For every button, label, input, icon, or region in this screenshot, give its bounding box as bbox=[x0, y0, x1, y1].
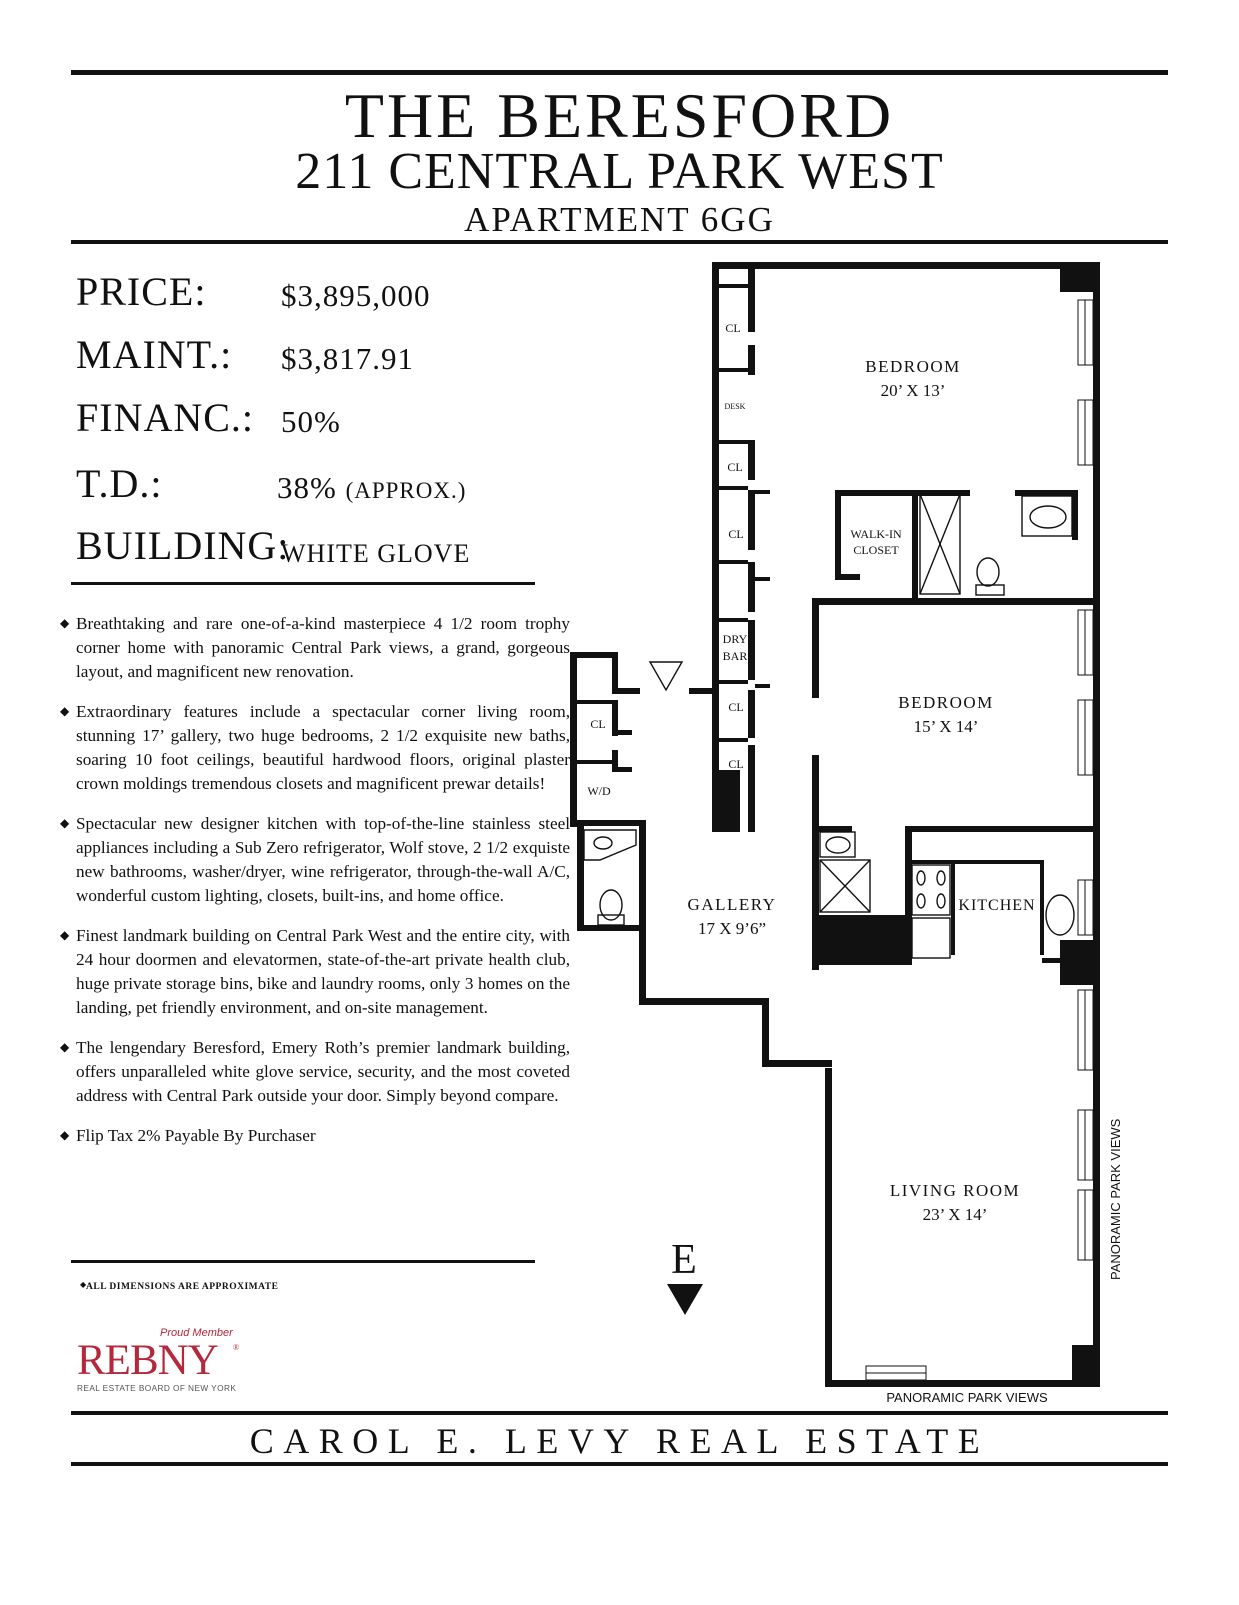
bedroom1-size: 20’ X 13’ bbox=[880, 381, 946, 400]
feature-item: ◆ The lengendary Beresford, Emery Roth’s premier landmark building, offers unparalleled white glove service, security, and the most coveted address with Central Park outside your door. Simply beyond compare. bbox=[58, 1036, 570, 1108]
feature-item: ◆ Spectacular new designer kitchen with top-of-the-line stainless steel appliances including a Sub Zero refrigerator, Wolf stove, 2 1/2 exquiste new bathrooms, washer/dryer, wine refrigerator, through-the-wall A/C, wonderful custom lighting, closets, built-ins, and home office. bbox=[58, 812, 570, 908]
feature-item: ◆ Breathtaking and rare one-of-a-kind masterpiece 4 1/2 room trophy corner home with panoramic Central Park views, a grand, gorgeous layout, and magnificent new renovation. bbox=[58, 612, 570, 684]
gallery-label: GALLERY bbox=[687, 895, 777, 914]
td-note: (APPROX.) bbox=[345, 478, 467, 503]
closet-label: CL bbox=[725, 321, 741, 335]
maint-value: $3,817.91 bbox=[281, 341, 414, 376]
building-title: THE BERESFORD bbox=[344, 80, 895, 151]
logo-name: REBNY bbox=[77, 1337, 218, 1384]
td-label: T.D.: bbox=[76, 461, 163, 506]
building-address: 211 CENTRAL PARK WEST bbox=[295, 143, 944, 200]
diamond-bullet-icon: ◆ bbox=[60, 616, 70, 630]
building-value: WHITE GLOVE bbox=[281, 539, 471, 568]
walkin-label-1: WALK-IN bbox=[850, 527, 902, 541]
footer-rule-top bbox=[71, 1411, 1168, 1415]
views-label-bottom: PANORAMIC PARK VIEWS bbox=[886, 1390, 1048, 1405]
sink-icon-2 bbox=[584, 830, 636, 860]
washer-dryer-label: W/D bbox=[587, 784, 611, 798]
fixtures bbox=[584, 494, 1074, 958]
dry-bar-label-2: BAR bbox=[722, 649, 748, 663]
feature-item: ◆ Finest landmark building on Central Park West and the entire city, with 24 hour doormen and elevatormen, state-of-the-art private health club, huge private storage bins, bike and laundry rooms, only 3 homes on the landing, pet friendly environment, and on-site management. bbox=[58, 924, 570, 1020]
closet-label: CL bbox=[727, 460, 743, 474]
price-value: $3,895,000 bbox=[281, 278, 431, 313]
toilet-icon bbox=[977, 558, 999, 586]
closet-labels bbox=[587, 321, 747, 798]
bedroom1-label: BEDROOM bbox=[865, 357, 961, 376]
closet-label: CL bbox=[728, 527, 744, 541]
living-room-label: LIVING ROOM bbox=[889, 1181, 1021, 1200]
diamond-bullet-icon: ◆ bbox=[60, 816, 70, 830]
feature-item: ◆ Extraordinary features include a spectacular corner living room, stunning 17’ gallery, two huge bedrooms, 2 1/2 exquisite new baths, soaring 10 foot ceilings, beautiful hardwood floors, original plaster crown moldings tremendous closets and magnificent prewar details! bbox=[58, 700, 570, 796]
compass-arrow-icon bbox=[667, 1284, 703, 1315]
diamond-bullet-icon: ◆ bbox=[60, 704, 70, 718]
diamond-bullet-icon: ◆ bbox=[60, 928, 70, 942]
financ-label: FINANC.: bbox=[76, 395, 255, 440]
gallery-size: 17 X 9’6” bbox=[698, 919, 766, 938]
bedroom2-label: BEDROOM bbox=[898, 693, 994, 712]
apartment-number: APARTMENT 6GG bbox=[464, 200, 775, 239]
compass-letter: E bbox=[671, 1237, 697, 1283]
company-name: CAROL E. LEVY REAL ESTATE bbox=[249, 1421, 990, 1461]
walls bbox=[570, 262, 1100, 1387]
logo-registered: ® bbox=[233, 1343, 240, 1352]
dimensions-note: ◆ ALL DIMENSIONS ARE APPROXIMATE bbox=[80, 1280, 279, 1292]
footer-rule-bottom bbox=[71, 1462, 1168, 1466]
kitchen-sink-icon bbox=[1046, 895, 1074, 935]
maint-label: MAINT.: bbox=[76, 332, 233, 377]
price-label: PRICE: bbox=[76, 269, 207, 314]
dry-bar-label-1: DRY bbox=[722, 632, 748, 646]
building-label: BUILDING: bbox=[76, 523, 290, 568]
td-percent: 38% bbox=[277, 470, 337, 505]
views-label-right: PANORAMIC PARK VIEWS bbox=[1108, 1118, 1123, 1280]
kitchen-label: KITCHEN bbox=[958, 897, 1036, 914]
logo-proud-member: Proud Member bbox=[160, 1327, 233, 1339]
closet-label: CL bbox=[728, 757, 744, 771]
walkin-label-2: CLOSET bbox=[853, 543, 899, 557]
diamond-bullet-icon: ◆ bbox=[60, 1040, 70, 1054]
logo-tagline: REAL ESTATE BOARD OF NEW YORK bbox=[77, 1383, 237, 1393]
financ-value: 50% bbox=[281, 404, 341, 439]
desk-label: DESK bbox=[724, 402, 746, 411]
entry-triangle-icon bbox=[650, 662, 682, 690]
closet-label: CL bbox=[728, 700, 744, 714]
feature-item: ◆ Flip Tax 2% Payable By Purchaser bbox=[58, 1124, 570, 1148]
living-room-size: 23’ X 14’ bbox=[922, 1205, 988, 1224]
closet-label-left: CL bbox=[590, 717, 606, 731]
diamond-bullet-icon: ◆ bbox=[60, 1128, 70, 1142]
diamond-bullet-icon: ◆ bbox=[80, 1280, 87, 1289]
bedroom2-size: 15’ X 14’ bbox=[913, 717, 979, 736]
